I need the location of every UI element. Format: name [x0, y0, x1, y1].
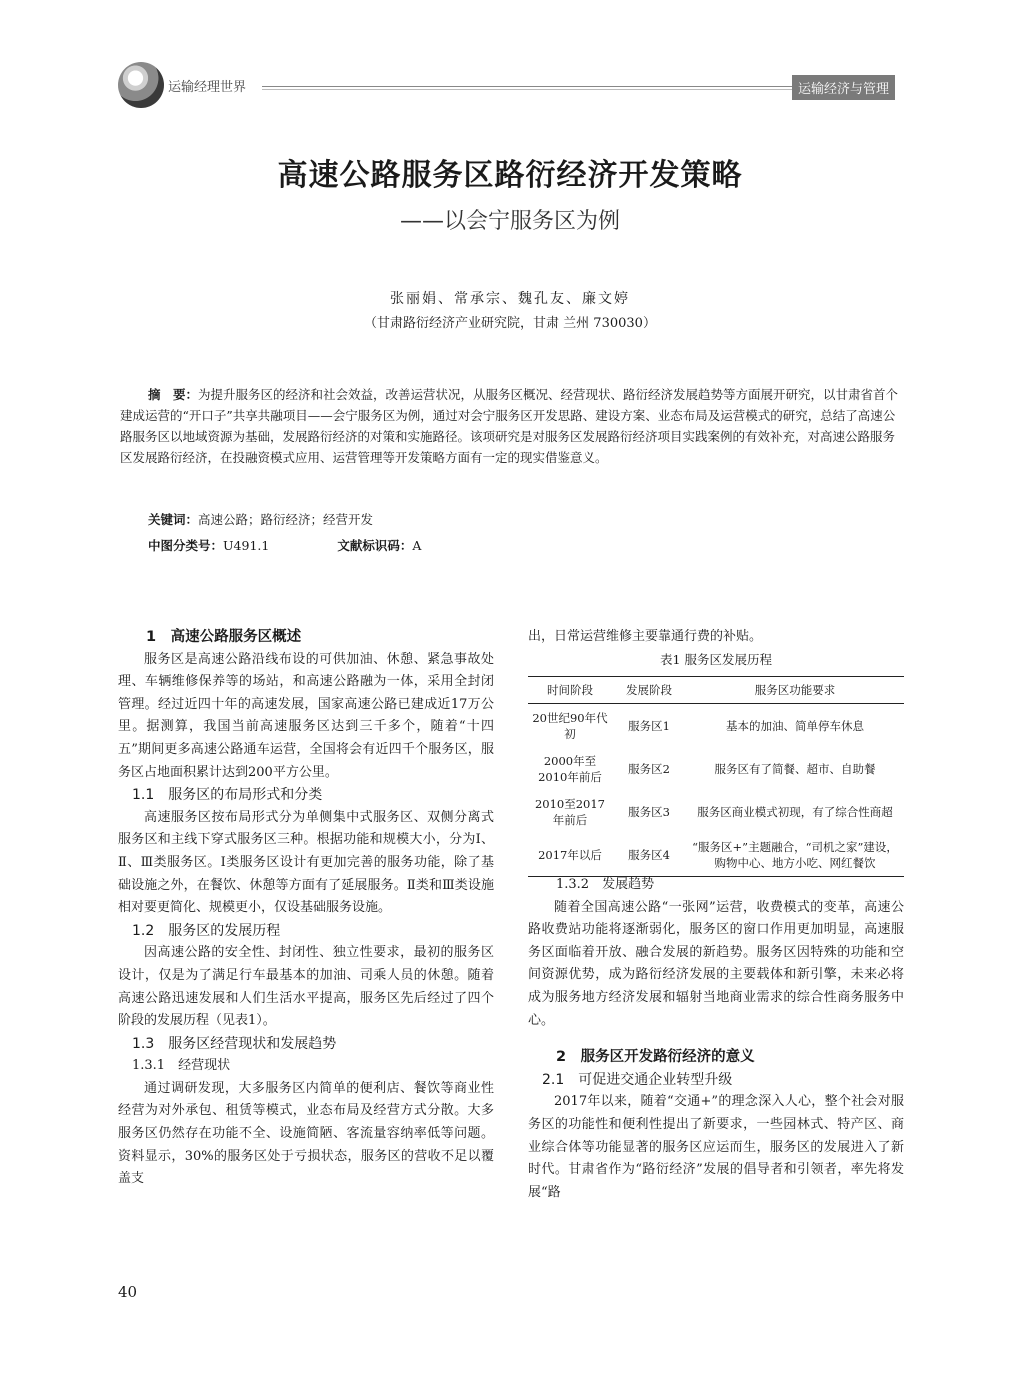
- paragraph: 因高速公路的安全性、封闭性、独立性要求，最初的服务区设计，仅是为了满足行车最基本的加油、司乘人员的休憩。随着高速公路迅速发展和人们生活水平提高，服务区先后经过了四个阶段的发展历程（见表1）。: [118, 945, 494, 1029]
- keywords-text: 高速公路；路衍经济；经营开发: [198, 512, 374, 527]
- table-cell: “服务区+”主题融合，“司机之家”建设，购物中心、地方小吃、网红餐饮: [686, 833, 904, 877]
- abstract-label: 摘 要：: [148, 387, 199, 402]
- header-rule: [262, 86, 792, 87]
- section-tag: 运输经济与管理: [792, 75, 895, 100]
- page-number: 40: [118, 1283, 138, 1301]
- clc-label: 中图分类号：: [148, 538, 224, 553]
- table-cell: 基本的加油、简单停车休息: [726, 718, 864, 733]
- table-header-row: [528, 677, 904, 704]
- table-cell: 服务区4: [612, 833, 686, 877]
- article-title: 高速公路服务区路衍经济开发策略: [277, 158, 743, 193]
- section-1-3-1-heading: 1.3.1 经营现状: [132, 1058, 231, 1074]
- table-row: [528, 790, 904, 833]
- table-caption: 表1 服务区发展历程: [660, 652, 772, 667]
- section-1-2-heading: 1.2 服务区的发展历程: [132, 922, 281, 939]
- article-subtitle: ——以会宁服务区为例: [399, 209, 620, 234]
- left-column: [118, 626, 494, 1191]
- service-area-history-table: [528, 676, 904, 877]
- table-row: [528, 833, 904, 877]
- table-cell: 服务区2: [628, 761, 670, 776]
- journal-globe-logo: [118, 62, 164, 108]
- section-1-3-2-heading: 1.3.2 发展趋势: [556, 877, 655, 892]
- table-row: [528, 747, 904, 790]
- section-1-heading: 1 高速公路服务区概述: [146, 629, 302, 645]
- keywords-label: 关键词：: [148, 512, 199, 527]
- authors: 张丽娟、常承宗、魏孔友、廉文婷: [390, 291, 630, 307]
- table-cell: 2017年以后: [528, 833, 612, 877]
- abstract-text: 为提升服务区的经济和社会效益，改善运营状况，从服务区概况、经营现状、路衍经济发展趋势等方面展开研究，以甘肃省首个建成运营的“开口子”共享共融项目——会宁服务区为例，通过对会宁服务区开发思路、建设方案、业态布局及运营模式的研究，总结了高速公路服务区以地域资源为基础，发展路衍经济的对策和实施路径。该项研究是对服务区发展路衍经济项目实践案例的有效补充，对高速公路服务区发展路衍经济，在投融资模式应用、运营管理等开发策略方面有一定的现实借鉴意义。: [120, 387, 899, 465]
- table-cell: 服务区3: [628, 804, 670, 819]
- table-header-cell: 时间阶段: [528, 677, 612, 704]
- paragraph: 通过调研发现，大多服务区内简单的便利店、餐饮等商业性经营为对外承包、租赁等模式，业态布局及经营方式分散。大多服务区仍然存在功能不全、设施简陋、客流量容纳率低等问题。资料显示，30%的服务区处于亏损状态，服务区的营收不足以覆盖支: [118, 1080, 494, 1187]
- paragraph: 2017年以来，随着“交通+”的理念深入人心，整个社会对服务区的功能性和便利性提出了新要求，一些园林式、特产区、商业综合体等功能显著的服务区应运而生，服务区的发展进入了新时代。甘肃省作为“路衍经济”发展的倡导者和引领者，率先将发展“路: [528, 1094, 904, 1200]
- section-2-1-heading: 2.1 可促进交通企业转型升级: [542, 1071, 733, 1088]
- header-rule-secondary: [262, 89, 792, 90]
- paragraph: 服务区是高速公路沿线布设的可供加油、休憩、紧急事故处理、车辆维修保养等的场站，和高速公路融为一体，采用全封闭管理。经过近四十年的高速发展，国家高速公路已建成近17万公里。据测算，我国当前高速服务区达到三千多个，随着“十四五”期间更多高速公路通车运营，全国将会有近四千个服务区，服务区占地面积累计达到200平方公里。: [118, 651, 494, 780]
- table-cell: 20世纪90年代初: [532, 710, 608, 741]
- journal-name: 运输经理世界: [168, 80, 247, 95]
- table-cell: 服务区1: [628, 718, 670, 733]
- clc-code: U491.1: [223, 538, 270, 553]
- affiliation: （甘肃路衍经济产业研究院，甘肃 兰州 730030）: [364, 316, 656, 331]
- section-2-heading: 2 服务区开发路衍经济的意义: [556, 1049, 755, 1066]
- keywords: [148, 510, 373, 528]
- right-column-top: [528, 626, 904, 649]
- table-header-cell: 发展阶段: [612, 677, 686, 704]
- doc-code-label: 文献标识码：: [337, 538, 413, 553]
- paragraph-continuation: 出，日常运营维修主要靠通行费的补贴。: [528, 629, 763, 644]
- right-column: [528, 874, 904, 1204]
- abstract: [120, 384, 904, 468]
- table-cell: 服务区商业模式初现，有了综合性商超: [697, 804, 893, 819]
- table-cell: 服务区有了简餐、超市、自助餐: [714, 761, 876, 776]
- table-cell: 2010至2017年前后: [534, 796, 606, 827]
- paragraph: 高速服务区按布局形式分为单侧集中式服务区、双侧分离式服务区和主线下穿式服务区三种。根据功能和规模大小，分为Ⅰ、Ⅱ、Ⅲ类服务区。Ⅰ类服务区设计有更加完善的服务功能，除了基础设施之外，在餐饮、休憩等方面有了延展服务。Ⅱ类和Ⅲ类设施相对要更简化、规模更小，仅设基础服务设施。: [118, 809, 494, 916]
- paragraph: 随着全国高速公路“一张网”运营，收费模式的变革，高速公路收费站功能将逐渐弱化，服务区的窗口作用更加明显，高速服务区面临着开放、融合发展的新趋势。服务区因特殊的功能和空间资源优势，成为路衍经济发展的主要载体和新引擎，未来必将成为服务地方经济发展和辐射当地商业需求的综合性商务服务中心。: [528, 899, 904, 1028]
- table-cell: 2000年至2010年前后: [538, 753, 602, 784]
- table-header-cell: 服务区功能要求: [686, 677, 904, 704]
- doc-code: A: [412, 538, 422, 553]
- section-1-1-heading: 1.1 服务区的布局形式和分类: [132, 787, 323, 804]
- classification: [148, 536, 421, 554]
- table-row: [528, 704, 904, 748]
- section-1-3-heading: 1.3 服务区经营现状和发展趋势: [132, 1035, 337, 1052]
